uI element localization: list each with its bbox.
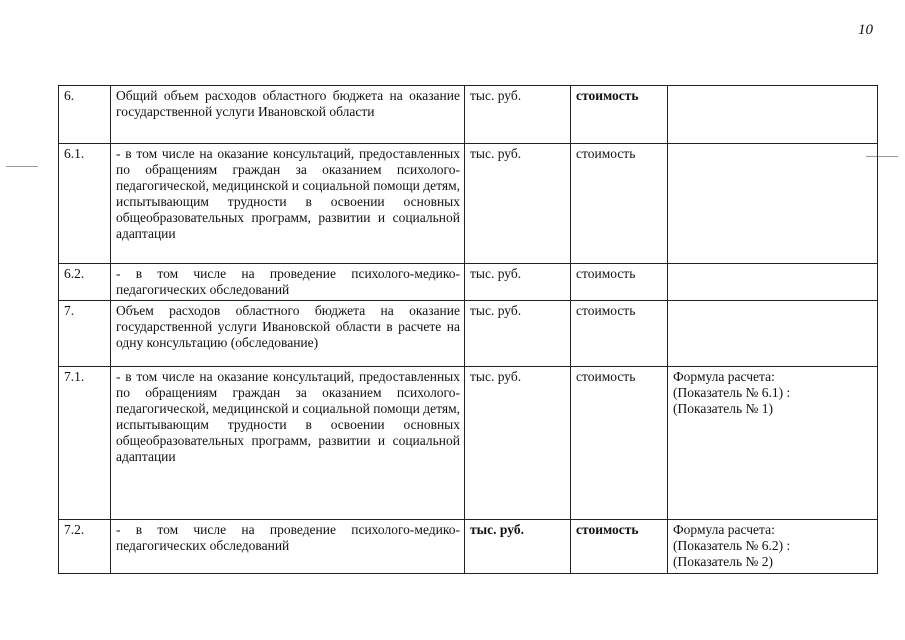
row-formula — [668, 301, 878, 367]
indicators-table — [58, 85, 878, 574]
row-unit: тыс. руб. — [465, 520, 571, 574]
row-number: 7.2. — [59, 520, 111, 574]
table-row — [59, 86, 878, 144]
row-unit: тыс. руб. — [465, 301, 571, 367]
row-unit: тыс. руб. — [465, 367, 571, 520]
row-unit: тыс. руб. — [465, 264, 571, 301]
formula-numerator: (Показатель № 6.2) : — [673, 538, 791, 553]
formula-title: Формула расчета: — [673, 522, 775, 537]
row-number: 6.1. — [59, 144, 111, 264]
row-formula — [668, 367, 878, 520]
row-formula — [668, 86, 878, 144]
row-type: стоимость — [571, 520, 668, 574]
row-description: - в том числе на оказание консультаций, предоставленных по обращениям граждан за оказанием психолого-педагогической, медицинской и социальной помощи детям, испытывающим трудности в освоении основных общеобразовательных программ, развитии и социальной адаптации — [111, 367, 465, 520]
row-type: стоимость — [571, 144, 668, 264]
row-type: стоимость — [571, 86, 668, 144]
row-number: 7.1. — [59, 367, 111, 520]
row-description: - в том числе на проведение психолого-медико-педагогических обследований — [111, 264, 465, 301]
margin-mark-left — [6, 166, 38, 167]
row-type: стоимость — [571, 264, 668, 301]
row-type: стоимость — [571, 301, 668, 367]
table-row — [59, 367, 878, 520]
row-number: 6.2. — [59, 264, 111, 301]
row-formula — [668, 520, 878, 574]
row-unit: тыс. руб. — [465, 86, 571, 144]
row-description: Общий объем расходов областного бюджета на оказание государственной услуги Ивановской области — [111, 86, 465, 144]
table-row — [59, 520, 878, 574]
row-description: Объем расходов областного бюджета на оказание государственной услуги Ивановской области в расчете на одну консультацию (обследование) — [111, 301, 465, 367]
row-description: - в том числе на проведение психолого-медико-педагогических обследований — [111, 520, 465, 574]
row-type: стоимость — [571, 367, 668, 520]
table-row — [59, 144, 878, 264]
table-row — [59, 301, 878, 367]
formula-denominator: (Показатель № 1) — [673, 401, 773, 416]
table-row — [59, 264, 878, 301]
row-number: 6. — [59, 86, 111, 144]
formula-denominator: (Показатель № 2) — [673, 554, 773, 569]
row-description: - в том числе на оказание консультаций, предоставленных по обращениям граждан за оказанием психолого-педагогической, медицинской и социальной помощи детям, испытывающим трудности в освоении основных общеобразовательных программ, развитии и социальной адаптации — [111, 144, 465, 264]
formula-title: Формула расчета: — [673, 369, 775, 384]
row-formula — [668, 144, 878, 264]
row-unit: тыс. руб. — [465, 144, 571, 264]
row-number: 7. — [59, 301, 111, 367]
row-formula — [668, 264, 878, 301]
formula-numerator: (Показатель № 6.1) : — [673, 385, 791, 400]
page-number: 10 — [858, 22, 873, 38]
